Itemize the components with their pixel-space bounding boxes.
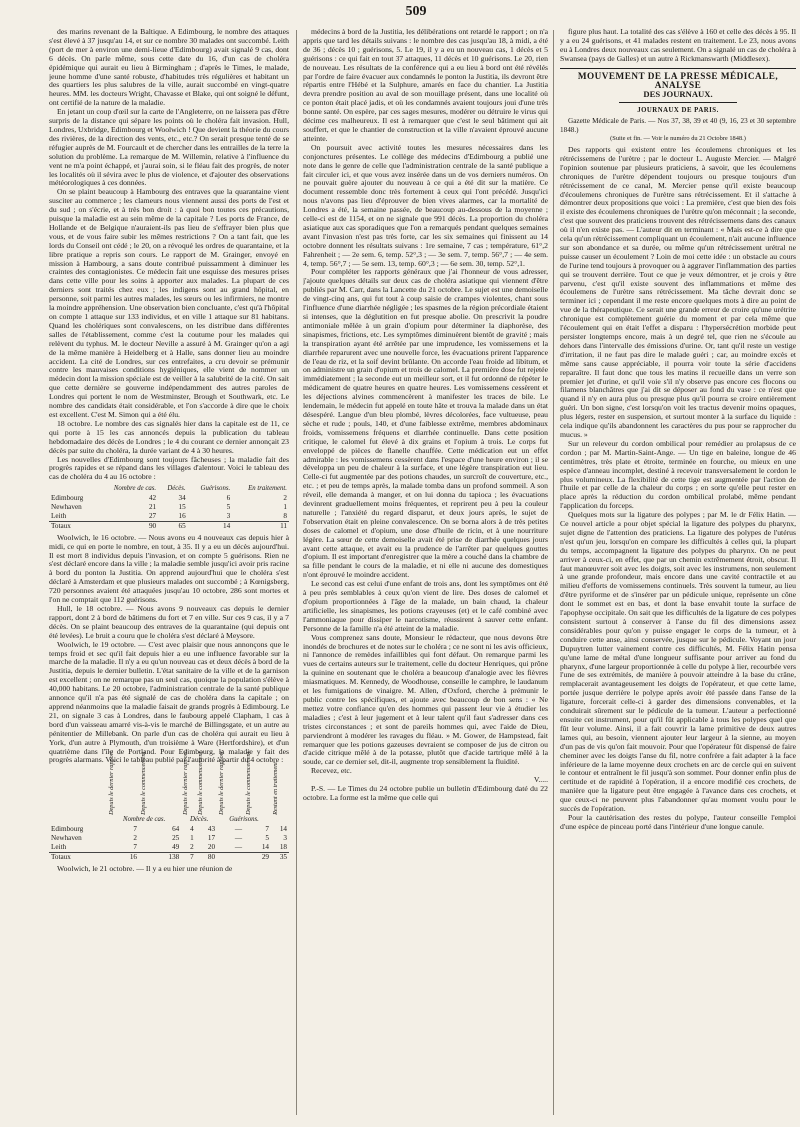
- paragraph: Pour compléter les rapports généraux que j'ai l'honneur de vous adresser, j'ajoute quelques détails sur deux cas de choléra asiatique qui viennent d'être publiés par M. Carr, dans la Lancette du 21 octobre. Le sujet est une demoiselle de vingt-cinq ans, qui fut tout à coup saisie de crampes violentes, chant sous l'influence d'une diarrhée négligée ; les spasmes de la région précordiale étaient si intenses, que la déglutition en fut presque abolie. On prescrivit la poudre antimoniale mêlée à un grain d'opium pour déterminer la diaphorèse, des sinapismes, frictions, etc. Les symptômes diminuèrent bientôt de gravité ; mais la transpiration ayant été arrêtée par une imprudence, les vomissemens et la diarrhée reparurent avec une nouvelle force, les évacuations prirent l'apparence de l'eau de riz, et la soif devint brûlante. On accorde l'eau froide ad libitum, et on administre un grain d'opium et trois de calomel. La première dose fut rejetée immédiatement ; la seconde eut un meilleur sort, et il fut ordonné de répéter le médicament de quatre heures en quatre heures. Les vomissemens cessèrent et les déjections alvines commencèrent à manifester les traces de bile. Le lendemain, le médecin fut appelé en toute hâte et trouva la malade dans un état désespéré. Langue d'un bleu plombé, lèvres décolorées, face vultueuse, peau sèche et rude ; pouls, 140, et d'une faiblesse extrême, membres abdominaux froids, vomissemens fréquens et diarrhée continuelle. Dans cette position critique, le calomel fut élevé à dix grains et l'opium à trois. Le corps fut enveloppé de pièces de flanelle chauffée. Cette médication eut un effet admirable : les vomissemens cessèrent dans l'espace d'une heure environ ; il se développa un peu de chaleur à la surface, et une légère transpiration eut lieu. Celle-ci fut augmentée par des potions chaudes, un surcroît de couverture, etc., etc. ; et peu de temps après, la malade tomba dans un profond sommeil. A son réveil, elle demanda à manger, et on lui donna du tapioca ; les évacuations devinrent graduellement moins fréquentes, et reprirent peu à peu la couleur naturelle ; l'anxiété du regard disparut, et deux jours après, le sujet de l'observation était en pleine convalescence. On se borna alors à de très petites doses de calomel et d'opium, une dose d'huile de ricin, et à une nourriture légère. La sœur de cette demoiselle avait été prise de diarrhée quelques jours avant cette attaque, et avait eu la prudence de l'arrêter par quelques gouttes d'opium. Il est important d'enregistrer que la mère a couché dans la chambre de sa fille pendant le cours de la maladie, et ni elle ni aucune des domestiques n'ont éprouvé le moindre accident.: [303, 267, 548, 580]
- table-cell: 4: [190, 825, 194, 834]
- sign-off: Recevez, etc.: [311, 766, 352, 776]
- table-cell: 8: [283, 511, 287, 520]
- table-cell: 1: [190, 834, 194, 843]
- column-left: [49, 28, 289, 1117]
- signature: V.....: [533, 775, 548, 785]
- edinburgh-cases-table: [49, 485, 289, 531]
- table-row: [49, 825, 289, 834]
- paragraph: Woolwich, le 16 octobre. — Nous avons eu 4 nouveaux cas depuis hier à midi, ce qui en porte le nombre, en tout, à 35. Il y a eu un décès aujourd'hui. Il est mort 8 individus depuis l'invasion, et on compte 5 guérisons. Rien ne s'est déclaré encore dans la ville ; la maladie semble jusqu'ici avoir pris racine à bord du ponton la Justitia. On apprend aujourd'hui que le choléra s'est déclaré à Amsterdam et que plusieurs malades ont succombé ; à Kœnigsberg, 720 personnes avaient été attaquées jusqu'au 10 octobre, 286 sont mortes et l'on ne comptait que 112 guérisons.: [49, 532, 289, 605]
- table-cell: —: [234, 843, 243, 852]
- column-rule-left: [296, 30, 297, 1115]
- table-cell: 6: [226, 494, 231, 503]
- table-cell: Leith: [51, 843, 67, 852]
- column-middle: [303, 28, 548, 1117]
- section-subtitle: DES JOURNAUX.: [643, 89, 713, 100]
- table-cell: 90: [97, 521, 158, 530]
- table-cell: Edimbourg: [51, 494, 84, 503]
- table-cell: 5: [226, 503, 231, 512]
- divider: [619, 102, 737, 103]
- section-title: MOUVEMENT DE LA PRESSE MÉDICALE, ANALYSE: [560, 68, 796, 90]
- page-number: 509: [405, 4, 427, 19]
- table-cell: 7: [265, 825, 269, 834]
- table-cell: 2: [190, 843, 194, 852]
- paragraph: Les nouvelles d'Edimbourg sont toujours fâcheuses ; la maladie fait des progrès rapides et se répand dans les villages d'alentour. Voici le tableau des cas de choléra du 4 au 16 octobre :: [49, 454, 289, 482]
- table-header: [49, 485, 97, 494]
- table-header: Depuis le commencement.: [196, 750, 204, 816]
- table-cell: Newhaven: [51, 503, 82, 512]
- table-header: Depuis le commencement.: [140, 750, 148, 816]
- table-cell: 17: [207, 834, 216, 843]
- table-cell: Totaux: [49, 852, 107, 861]
- table-total-row: [49, 521, 289, 530]
- table-cell: 34: [178, 494, 186, 503]
- table-header: Depuis le dernier rapport.: [182, 750, 190, 816]
- paragraph: Woolwich, le 19 octobre. — C'est avec plaisir que nous annonçons que le temps froid et sec qu'il fait depuis hier a eu une influence favorable sur la marche de la maladie. Il n'y a eu qu'un nouveau cas et deux décès à bord de la Justitia, depuis le dernier bulletin. L'état sanitaire de la ville et de la garnison est excellent ; on ne remarque pas un seul cas, quoique la population s'élève à 40,000 habitans. Le 20 octobre, l'administration centrale de la santé publique annonce qu'il n'a pas été signalé de cas de choléra dans la capitale ; on apprend néanmoins que la maladie faisait de grands progrès à Edimbourg. Le 21, on signale 3 cas à Londres, dans le faubourg appelé Clapham, 1 cas à bord d'un vaisseau amarré vis-à-vis le marché de Billingsgate, et un autre au pénitentier de Millebank. On parle d'un cas de choléra qui aurait eu lieu à York, d'un autre à Plymouth, d'un troisième à Ware (Hertfordshire), et d'un quatrième dans l'île de Portland. Pour Edimbourg, la maladie y fait des progrès alarmans. Voici le tableau publié par l'autorité à partir du 4 octobre :: [49, 639, 289, 765]
- table-cell: 14: [261, 843, 269, 852]
- paragraph: Quelques mots sur la ligature des polypes ; par M. le dr Félix Hatin. — Ce nouvel article a pour objet spécial la ligature des polypes du pharynx, sujet digne de l'attention des praticiens. La ligature des polypes de l'utérus n'est qu'un jeu, lorsqu'on en compare les difficultés à celles qui, la plupart du temps, accompagnent la ligature des polypes du pharynx. On ne peut arriver à ceux-ci, en effet, que par un chemin extrêmement étroit, obscur. Il faut manœuvrer soit avec les doigts, soit avec les instrumens, non seulement à une grande profondeur, mais encore dans une cavité contractile et au milieu d'efforts de vomissemens continuels. Très souvent la tumeur, au lieu d'être pyriforme et de s'insérer par un pédicule unique, représente un cône dont le sommet est en bas, et dont la base envahit toute la surface de l'apophyse occipitale. On sait que les difficultés de la ligature de ces polypes consistent surtout à conserver à l'anse du fil des dimensions assez considérables pour qu'on y puisse engager le corps de la tumeur, et à conduire cette anse, ainsi conservée, jusque sur le pédicule. Voyant un jour Dupuytren lutter vainement contre ces difficultés, M. Félix Hatin pensa qu'une lame de métal d'une longueur suffisante pour arriver au fond du pharynx, d'une largeur proportionnée à celle du polype à lier, recourbée vers l'une de ses extrémités, de manière à pouvoir atteindre à la base du crâne, remplacerait avantageusement les doigts de l'opérateur, et que cette lame, portée jusque derrière le polype après avoir été passée dans l'anse de la ligature, forcerait celle-ci à garder des dimensions convenables, et la conduirait sûrement sur le pédicule de la tumeur. L'auteur a perfectionné ensuite cet instrument, pour qu'il fût applicable à tous les polypes quel que fût leur volume. Ainsi, il a fait couvrir la lame primitive de deux autres lames qui, au besoin, viennent ajouter leur largeur à la sienne, au moyen d'un pas de vis qu'on fait mouvoir. Pour que l'opérateur fût dispensé de faire cheminer avec les doigts l'anse du fil, notre confrère a fait adapter à la face inférieure de la lame moyenne deux crochets en arc de cercle qui en suivent le contour et entraînent le fil jusqu'à son sommet. Pour donner enfin plus de certitude et de rapidité à l'opération, il a encore modifié ces crochets, de manière que la ligature peut être engagée à l'avance dans ces crochets, et que ceux-ci ne peuvent plus l'abandonner qu'au moment voulu pour le succès de l'opération.: [560, 510, 796, 814]
- edinburgh-report-table: [49, 750, 289, 862]
- table-cell: 3: [283, 834, 287, 843]
- table-cell: —: [234, 834, 243, 843]
- paragraph: 18 octobre. Le nombre des cas signalés hier dans la capitale est de 11, ce qui porte à 15 les cas annoncés depuis la publication du tableau hebdomadaire des décès de Londres ; le 4 du courant ce dernier annonçait 23 décès par suite du choléra, la durée variant de 4 à 30 heures.: [49, 418, 289, 455]
- column-rule-right: [553, 30, 554, 1115]
- table-cell: 11: [232, 521, 289, 530]
- table-header: Restant en traitement.: [272, 760, 280, 816]
- journals-heading: JOURNAUX DE PARIS.: [637, 107, 719, 115]
- table-cell: 49: [172, 843, 180, 852]
- postscript: P.-S. — Le Times du 24 octobre publie un bulletin d'Edimbourg daté du 22 octobre. La forme est la même que celle qui: [303, 784, 548, 802]
- table-cell: 35: [271, 852, 289, 861]
- table-cell: Newhaven: [51, 834, 82, 843]
- table-cell: 29: [244, 852, 271, 861]
- table-cell: 42: [148, 494, 157, 503]
- table-cell: Edimbourg: [51, 825, 84, 834]
- paragraph: médecins à bord de la Justitia, les délibérations ont retardé le rapport ; on n'a appris que tard les détails suivans : le nombre des cas jusqu'au 18, à midi, a été de 36 ; décès 10 ; guérisons, 5. Le 19, il y a eu un nouveau cas, 1 décès et 5 guérisons : ce qui fait en tout 37 attaques, 11 décès et 10 guérisons. Le 20, rien de nouveau. Les résultats de la conférence qui a eu lieu à bord ont été révélés par l'ordre de faire évacuer aux condamnés le ponton la Justitia, ils devront être répartis entre l'Hébé et la Sulphure, amarés en face du chantier. La Justitia devra prendre position au aval de son mouillage présent, dans une localité où ce ponton était placé jadis, et où les condamnés avaient toujours joui d'une très bonne santé. On espère, par ces sages mesures, modérer ou détruire le virus qui décime ces malheureux. Il est à remarquer que c'est le seul bâtiment qui ait souffert, et que le chantier de construction et la ville n'avaient éprouvé aucune atteinte.: [303, 28, 548, 143]
- table-cell: Leith: [51, 511, 67, 520]
- table-cell: 18: [279, 843, 287, 852]
- table-cell: 16: [178, 511, 186, 520]
- table-row: [49, 512, 289, 521]
- table-header: [49, 768, 107, 816]
- table-header: Nombre de cas.: [113, 485, 157, 493]
- table-cell: 80: [196, 852, 217, 861]
- table-cell: 65: [158, 521, 188, 530]
- table-cell: 7: [133, 825, 138, 834]
- table-header: Depuis le dernier rapport.: [108, 750, 116, 816]
- table-cell: 3: [226, 511, 231, 520]
- group-label: Décès.: [189, 816, 209, 824]
- table-row: [49, 843, 289, 852]
- paragraph: figure plus haut. La totalité des cas s'élève à 160 et celle des décès à 95. Il y a eu 24 guérisons, et 41 malades restent en traitement. Le 23, nous avons eu à Londres deux nouveaux cas seulement. On a signalé un cas de choléra à Swansea (pays de Galles) et un autre à Rickmanswarth (Middlesex).: [560, 28, 796, 63]
- table-cell: 14: [279, 825, 287, 834]
- paragraph: Pour la cautérisation des restes du polype, l'auteur conseille l'emploi d'une espèce de pinceau porté dans l'intérieur d'une longue canule.: [560, 812, 796, 831]
- table-row: [49, 834, 289, 843]
- journal-note: (Suite et fin. — Voir le numéro du 21 Octobre 1848.): [610, 135, 746, 143]
- paragraph: Woolwich, le 21 octobre. — Il y a eu hier une réunion de: [57, 863, 233, 873]
- table-header: Depuis le commencement.: [245, 750, 253, 816]
- table-cell: 7: [133, 843, 138, 852]
- table-cell: 21: [148, 503, 157, 512]
- paragraph: Vous comprenez sans doute, Monsieur le rédacteur, que nous devons être inondés de brochures et de notes sur le choléra ; ce ne sont ni les avis officieux, ni l'annonce de remèdes infaillibles qui font défaut. On remarque parmi les vues de certains auteurs sur le traitement, celle du docteur Henriques, qui prône la quinine en soutenant que le choléra a beaucoup d'analogie avec les fièvres miasmatiques. M. Kennedy, de Woodhouse, conseille le camphre, le laudanum et les fumigations de vinaigre. M. Allen, d'Oxford, cherche à prémunir le public contre les spécifiques, et ajoute avec beaucoup de bon sens : « Ne mettez votre confiance qu'en des hommes qui passent leur vie à étudier les maladies ; c'est à leur jugement et à leur talent qu'il faut s'adresser dans ces tristes circonstances ; et sont de pareils hommes qui, avec l'aide de Dieu, parviendront à modérer les ravages du fléau. » M. Gower, de Hampstead, fait remarquer que les potions gazeuses devraient se composer de jus de citron ou d'acide citrique mêlé à de la potasse, plutôt que d'acide tartrique mêlé à la soude, car ce dernier sel, dit-il, augmente trop sensiblement la fluidité.: [303, 632, 548, 767]
- journal-reference: Gazette Médicale de Paris. — Nos 37, 38, 39 et 40 (9, 16, 23 et 30 septembre 1848.): [560, 117, 796, 135]
- table-cell: [217, 852, 244, 861]
- table-header: En traitement.: [248, 485, 287, 493]
- table-cell: 20: [207, 843, 216, 852]
- table-cell: 2: [133, 834, 138, 843]
- table-header: Guérisons.: [200, 485, 231, 493]
- group-label: Nombre de cas.: [123, 816, 166, 824]
- table-cell: 1: [283, 503, 287, 512]
- table-cell: 2: [283, 494, 287, 503]
- table-cell: 7: [181, 852, 195, 861]
- paragraph: Sur un releveur du cordon ombilical pour remédier au prolapsus de ce cordon ; par M. Martin-Saint-Ange. — Un tige en baleine, longue de 46 centimètres, très plate et étroite, terminée en fourche, ou mieux en une espèce d'anneau incomplet, destiné à recevoir transversalement le cordon le plus volumineux. La flexibilité de cette tige est augmentée par l'action de l'huile et par celle de la chaleur du corps ; en sorte qu'elle peut rester en place après la réduction du cordon ombilical prolabé, même pendant l'application du forceps.: [560, 438, 796, 511]
- table-cell: 43: [207, 825, 216, 834]
- table-cell: 14: [188, 521, 233, 530]
- table-row: [49, 503, 289, 512]
- table-total-row: [49, 852, 289, 861]
- paragraph: des marins revenant de la Baltique. A Edimbourg, le nombre des attaques s'est élevé à 37 jusqu'au 14, et sur ce nombre 30 malades ont succombé. Leith (port de mer à environ une demi-lieue d'Edimbourg) avait signalé 9 cas, dont 6 décès. On parle même, sous cette date du 16, d'un cas de choléra épidémique qui aurait eu lieu à Birmingham ; d'après le Times, le malade, jeune homme d'une santé robuste, d'habitudes très régulières et habitant un des quartiers les plus salubres de la ville, aurait succombé en vingt-quatre heures. MM. les docteurs Wright, Chavasse et Blake, qui ont soigné le défunt, ont certifié de la nature de la maladie.: [49, 28, 289, 108]
- table-cell: Totaux: [49, 521, 97, 530]
- table-cell: 15: [178, 503, 186, 512]
- table-header: Depuis le dernier rapport.: [218, 750, 226, 816]
- table-cell: 5: [265, 834, 269, 843]
- table-cell: —: [234, 825, 243, 834]
- paragraph: En jetant un coup d'œil sur la carte de l'Angleterre, on ne laissera pas d'être surpris de la distance qui sépare les points où le choléra fait invasion. Hull, Londres, Uxbridge, Edimbourg et Woolwich ! Que devient la théorie du cours des rivières, de la direction des vents, etc., etc.? On serait presque tenté de se réfugier auprès de M. Fourcault et de chercher dans les entrailles de la terre la solution du problème. La remarque de M. Willemin, relative à l'influence du vent ne m'a point échappé, et j'aurai soin, si le fléau fait des progrès, de noter les localités où il sévira avec le plus de violence, et d'ajouter des observations météorologiques à ces données.: [49, 107, 289, 188]
- group-label: Guérisons.: [229, 816, 259, 824]
- table-row: [49, 494, 289, 503]
- paragraph: Des rapports qui existent entre les écoulemens chroniques et les rétrécissemens de l'urètre ; par le docteur L. Auguste Mercier. — Malgré l'opinion soutenue par plusieurs praticiens, à savoir, que les écoulemens chroniques de l'urètre dépendent toujours ou presque toujours d'un rétrécissement de ce canal, M. Mercier pense qu'il existe beaucoup d'écoulemens chroniques de l'urètre sans rétrécissement. Et il s'attache à démontrer deux propositions que voici : La première, c'est que bien des fois il existe des écoulemens chroniques de l'urètre qu'on méconnait ; la seconde, c'est que souvent des praticiens trouvent des rétrécissemens dans des canaux où il n'en existe pas. — L'auteur dit en terminant : « Mais est-ce à dire que cela qu'un rétrécissement compliquant un écoulement, n'ait aucune influence sur son abondance et sa durée, ou même qu'un rétrécissement urétral ne puisse causer un écoulement ? Loin de moi cette idée : un obstacle au cours de l'urine tend toujours à provoquer ou à aggraver l'inflammation des parties qui se trouvent derrière. Tout ce que je veux démontrer, et je crois y être parvenu, c'est qu'il existe souvent des inflammations et même des écoulemens de l'urètre sans rétrécissement. Ma tâche devrait donc se terminer ici ; cependant il me reste encore quelques mots à dire au point de vue de la thérapeutique. Ce serait une grande erreur de croire qu'une urétrite chronique est complètement guérie du moment et par cela même que l'écoulement qui en était l'effet a disparu : l'hypersécrétion morbide peut persister longtemps encore, mais à un degré tel, que rien ne s'écoule au dehors dans l'intervalle des émissions d'urine. Or, tant qu'il reste un vestige d'irritation, il ne faut pas dire le malade guéri ; car, au moindre excès et même sans cause appréciable, il pourra voir toute la série d'accidens reparaître. Il faut donc que tous les matins il recueille dans un verre son premier jet d'urine, et qu'il voie s'il n'y observe pas encore ces flocons ou filamens blanchâtres que j'ai dit se déposer au fond du vase : ce n'est que quand il n'y en aura plus ou presque plus qu'il pourra se croire entièrement guéri. Un bon signe, c'est lorsqu'on voit les tractus devenir moins opaques, plus légers, rester en suspension, et surtout monter à la surface du liquide : cela indique qu'ils abandonnent les caractères du pus pour se rapprocher du mucus. »: [560, 144, 796, 439]
- paragraph: Le second cas est celui d'une enfant de trois ans, dont les symptômes ont été à peu près semblables à ceux qu'on vient de lire. Des doses de calomel et d'opium proportionnées à l'âge de la malade, un bain chaud, la chaleur artificielle, les sinapismes, les potions crayeuses (et) et le café combiné avec l'ammoniaque pour dissiper le narcotisme, réussirent à sauver cette enfant. Personne de la famille n'a été atteint de la maladie.: [303, 579, 548, 633]
- paragraph: On poursuit avec activité toutes les mesures nécessaires dans les conjonctures présentes. Le collège des médecins d'Edimbourg a publié une note dans le genre de celle que l'administration centrale de la santé publique a fait circuler ici, et que vous avez insérée dans un de vos derniers numéros. On ne pouvait guère ajouter du nouveau à ce qui a été dit sur la matière. Ce document ressemble donc très fortement à ceux qui l'ont précédé. Jusqu'ici nous n'avons pas lieu d'éprouver de bien vives alarmes, car la mortalité de Londres a été, la semaine passée, de beaucoup au-dessous de la moyenne ; celle-ci est de 1154, et on ne signale que 991 décès. La proportion du choléra asiatique aux cas sporadiques que l'on a remarqués pendant quelques semaines avant l'invasion n'est pas très forte, car les six semaines qui finissent au 14 octobre donnent les résultats suivans : 1re semaine, 7 cas ; température, 61°,2 Fahrenheit ; — 2e sem. 6, temp. 52°,3 ; — 3e sem. 7, temp. 56°,7 ; — 4e sem. 4, temp. 56°,7 ; — 5e sem. 13, temp. 60°,3 ; — 6e sem. 30, temp. 52°,1.: [303, 142, 548, 268]
- table-cell: 64: [172, 825, 180, 834]
- paragraph: On se plaint beaucoup à Hambourg des entraves que la quarantaine vient susciter au commerce ; les clameurs nous viennent aussi des ports de l'est et du sud ; on s'écrie, et à très bon droit : à quoi bon toutes ces précautions, puisque la maladie est au sein même de la capitale ? Les ports de France, de Hollande et de Belgique n'auraient-ils pas lieu de s'effrayer bien plus que vous, et de vous faire subir les mêmes restrictions ? On a tant fait, que les lords du Conseil ont cédé ; le 20, on a révoqué les ordres de quarantaine, et la libre pratique a repris son cours. Le rapport de M. Grainger, envoyé en mission à Hambourg, a sans doute contribué puissamment à diminuer les craintes des contagionistes. Ce médecin fait une esquisse des mesures prises dans cette ville pour les soins à apporter aux malades. La plupart de ces derniers sont traités chez eux ; les indigens sont au grand hôpital, en personne, soit parmi les autres malades, les sœurs ou les infirmiers, ne montre la moindre appréhension. Une observation bien concluante, c'est qu'à l'hôpital on compte 1 attaque sur 133 individus, et en ville 1 attaque sur 81 habitans. Quand les cholériques sont convalescens, on les distribue dans différentes salles de l'établissement, comme c'est la coutume pour les malades qui relèvent du typhus. M. le docteur Neville a assuré à M. Grainger qu'on a agi de la même manière à Heidelberg et à Halle, sans donner lieu au moindre accident. La cité de Londres, sur ces entrefaites, a cru devoir se prémunir contre les mauvaises conditions hygiéniques, elle vient de nommer un médecin dont la mission spéciale est de veiller à la salubrité de la cité. On sait que cette dernière se gouverne indépendamment des autres paroles de Londres qui portent le nom de Westminster, Brough et Southwark, etc. Le nombre des candidats était considérable, et l'on s'accorde à dire que le choix est excellent. C'est M. Simon qui a été élu.: [49, 187, 289, 419]
- column-right: [560, 28, 796, 1117]
- table-cell: 138: [139, 852, 181, 861]
- table-cell: 16: [107, 852, 139, 861]
- table-cell: 25: [172, 834, 180, 843]
- paragraph: Hull, le 18 octobre. — Nous avons 9 nouveaux cas depuis le dernier rapport, dont 2 à bord de bâtimens du fort et 7 en ville. Sur ces 9 cas, il y a 7 décès. On se plaint beaucoup des entraves de la quarantaine (qui depuis ont été levées). Le bruit a couru que le choléra s'est déclaré à Meysore.: [49, 604, 289, 640]
- table-header: Décès.: [167, 485, 186, 493]
- table-cell: 27: [148, 511, 157, 520]
